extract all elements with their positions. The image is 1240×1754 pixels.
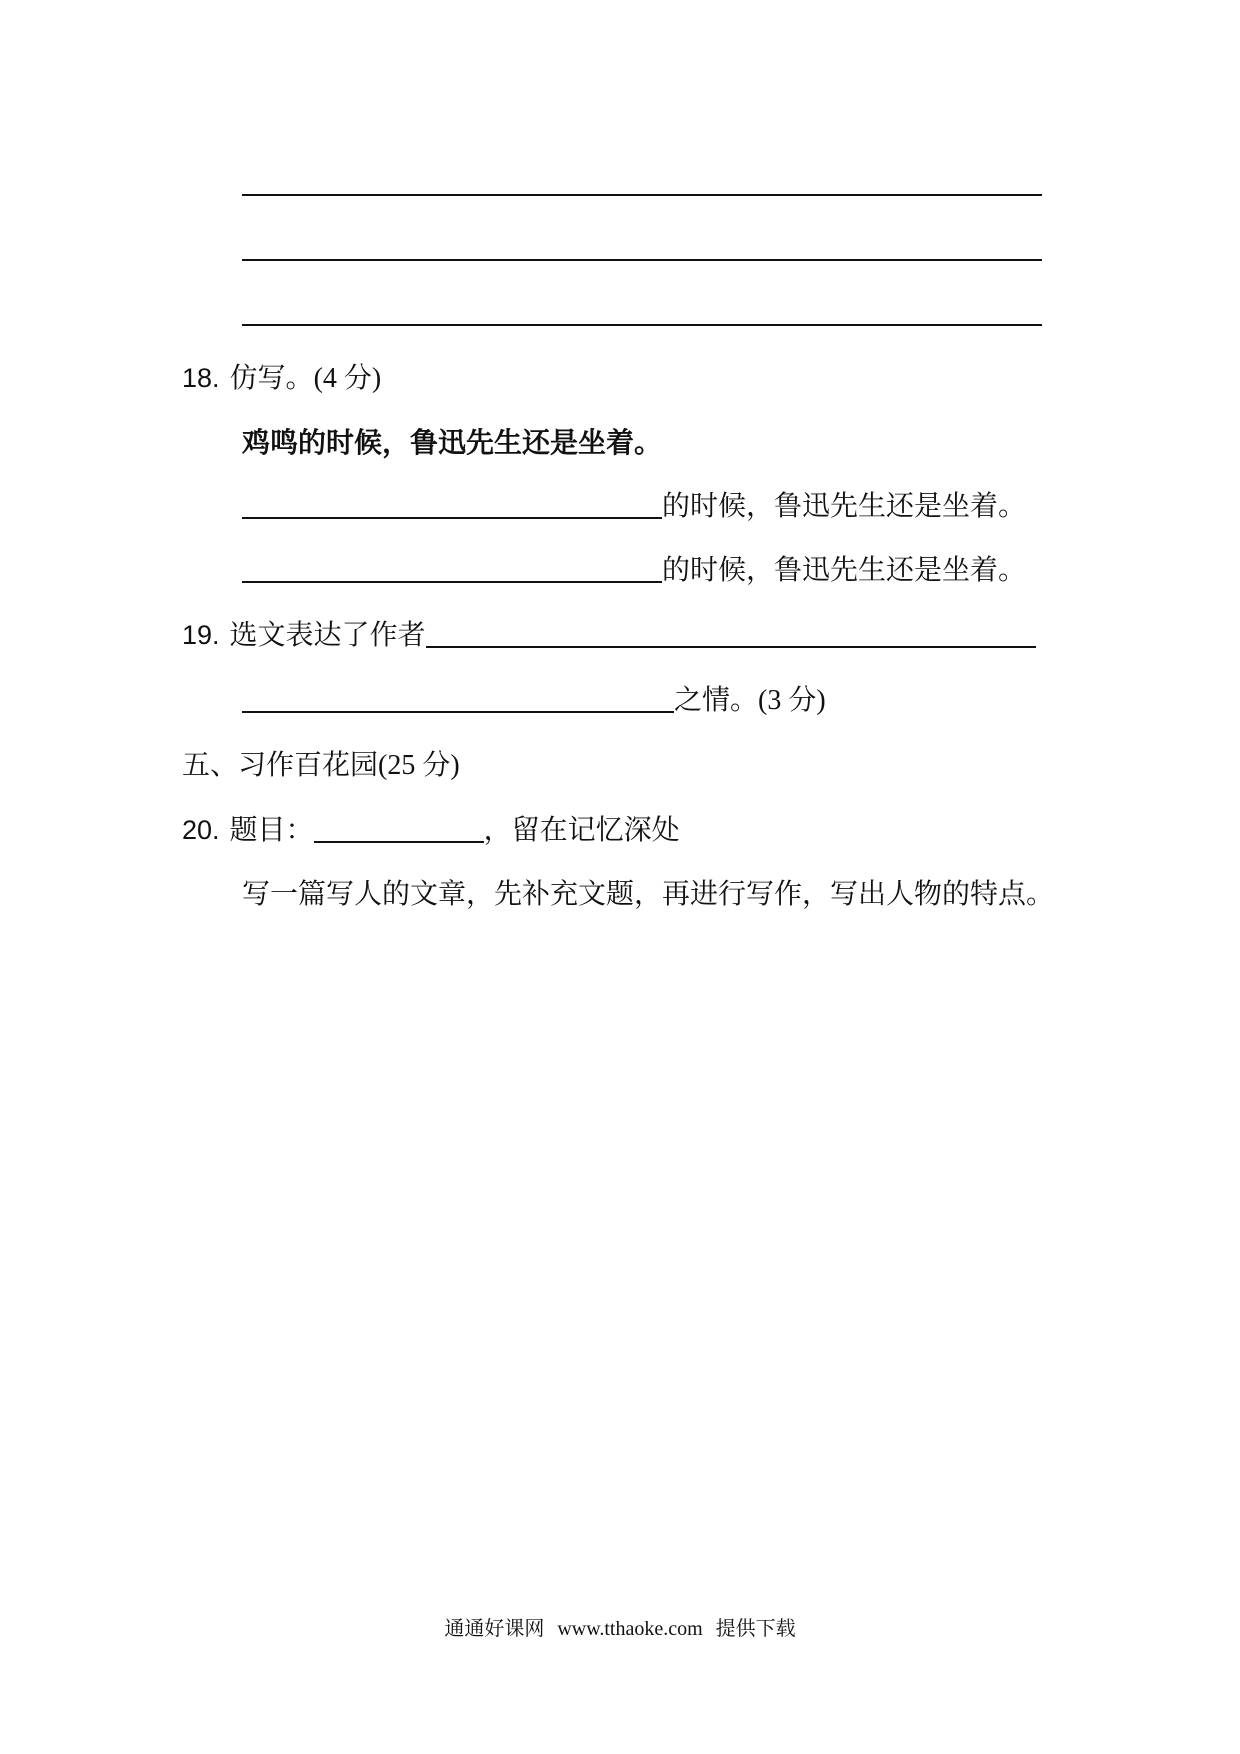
q18-blank-2[interactable]: [242, 551, 662, 583]
q19-prefix: 选文表达了作者: [229, 618, 426, 651]
q18-number: 18.: [182, 363, 220, 393]
q18-fill-2-suffix: 的时候，鲁迅先生还是坐着。: [662, 553, 1027, 586]
q20-suffix: ，留在记忆深处: [483, 813, 680, 846]
footer-site-name: 通通好课网: [444, 1618, 545, 1640]
q18-score: (4 分): [313, 363, 382, 394]
answer-line-3[interactable]: [242, 324, 1042, 326]
q18-example: [242, 423, 662, 463]
page-footer: [0, 1612, 1240, 1641]
q18-fill-1-suffix: 的时候，鲁迅先生还是坐着。: [662, 489, 1027, 522]
q19-score: (3 分): [758, 685, 826, 716]
section-5-heading: [182, 745, 460, 786]
q18-heading: [182, 358, 381, 399]
section-5-title: 五、习作百花园: [182, 748, 379, 781]
q18-fill-1: [242, 486, 1026, 526]
q19-line-2: [242, 680, 826, 721]
q18-blank-1[interactable]: [242, 487, 662, 519]
q20-title-blank[interactable]: [314, 811, 484, 843]
answer-line-2[interactable]: [242, 259, 1042, 261]
q18-example-text: 鸡鸣的时候，鲁迅先生还是坐着。: [242, 426, 663, 459]
q18-fill-2: [242, 550, 1026, 590]
q19-blank-2[interactable]: [242, 681, 674, 713]
q19-line-1: [182, 615, 1036, 655]
q20-instruction-text: 写一篇写人的文章，先补充文题，再进行写作，写出人物的特点。: [242, 877, 1055, 910]
q20-title-line: [182, 810, 680, 850]
q18-title: 仿写。: [229, 361, 314, 394]
q19-number: 19.: [182, 620, 220, 650]
q20-number: 20.: [182, 815, 220, 845]
footer-url: www.tthaoke.com: [557, 1618, 703, 1640]
q19-blank-1[interactable]: [426, 616, 1036, 648]
answer-line-1[interactable]: [242, 194, 1042, 196]
footer-note: 提供下载: [715, 1618, 796, 1640]
q20-instruction: [242, 874, 1054, 914]
section-5-score: (25 分): [378, 750, 460, 781]
q20-prefix: 题目：: [229, 813, 314, 846]
q19-suffix: 之情。: [674, 683, 759, 716]
